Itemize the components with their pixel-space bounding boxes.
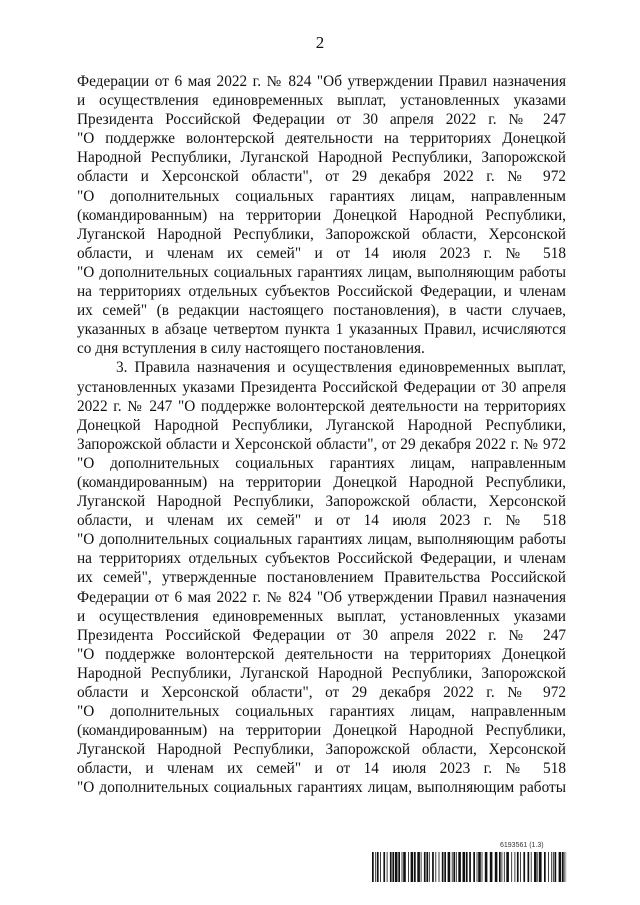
text-line: Президента Российской Федерации от 30 апреля 2022 г. № 247	[77, 111, 566, 129]
barcode-bar	[502, 852, 503, 882]
barcode-bar	[429, 852, 430, 882]
barcode-bar	[439, 852, 440, 882]
barcode-bar	[495, 852, 498, 882]
barcode-bar	[515, 852, 516, 882]
text-line: области, и членам их семей" и от 14 июля 2023 г. № 518	[77, 760, 566, 778]
text-line: области и Херсонской области", от 29 декабря 2022 г. № 972	[77, 684, 566, 701]
barcode-bar	[383, 852, 385, 882]
text-line: на территориях отдельных субъектов Российской Федерации, и членам	[77, 550, 566, 568]
text-line: "О поддержке волонтерской деятельности на территориях Донецкой	[77, 645, 566, 663]
text-line: Народной Республики, Луганской Народной Республики, Запорожской	[77, 149, 566, 167]
text-line: 3. Правила назначения и осуществления единовременных выплат,	[116, 359, 566, 377]
text-line: Донецкой Народной Республики, Луганской Народной Республики,	[77, 416, 566, 434]
text-line: "О дополнительных социальных гарантиях лицам, выполняющим работы	[77, 263, 566, 281]
barcode-bar	[448, 852, 451, 882]
barcode-bar	[551, 852, 552, 882]
barcode-bar	[380, 852, 381, 882]
text-line: Луганской Народной Республики, Запорожской области, Херсонской	[77, 493, 566, 511]
barcode-bar	[453, 852, 455, 882]
barcode-bar	[559, 852, 562, 882]
barcode-bar	[432, 852, 434, 882]
barcode-bar	[403, 852, 406, 882]
barcode-bar	[485, 852, 488, 882]
barcode-bar	[377, 852, 379, 882]
barcode-bar	[520, 852, 521, 882]
text-line: установленных указами Президента Российской Федерации от 30 апреля	[77, 378, 566, 396]
barcode-bar	[523, 852, 525, 882]
text-line: (командированным) на территории Донецкой Народной Республики,	[77, 722, 566, 740]
text-line: их семей" (в редакции настоящего постановления), в части случаев,	[77, 302, 566, 320]
barcode-bar	[398, 852, 400, 882]
barcode-bar	[469, 852, 471, 882]
text-line: Федерации от 6 мая 2022 г. № 824 "Об утверждении Правил назначения	[77, 73, 566, 90]
barcode-bar	[539, 852, 542, 882]
text-line: Луганской Народной Республики, Запорожской области, Херсонской	[77, 741, 566, 759]
barcode-bar	[534, 852, 537, 882]
paragraph	[77, 72, 566, 358]
barcode-bar	[565, 852, 566, 882]
text-line: "О поддержке волонтерской деятельности на территориях Донецкой	[77, 130, 566, 148]
text-line: Народной Республики, Луганской Народной Республики, Запорожской	[77, 664, 566, 682]
barcode-bar	[517, 852, 519, 882]
barcode-bar	[553, 852, 554, 882]
barcode-bar	[426, 852, 428, 882]
text-line: Федерации от 6 мая 2022 г. № 824 "Об утверждении Правил назначения	[77, 588, 566, 606]
text-line: со дня вступления в силу настоящего постановления.	[77, 340, 425, 358]
barcode-bar	[408, 852, 409, 882]
barcode-bar	[473, 852, 475, 882]
barcode-bar	[395, 852, 398, 882]
text-line: и осуществления единовременных выплат, установленных указами	[77, 607, 566, 625]
text-line: "О дополнительных социальных гарантиях лицам, направленным	[77, 703, 566, 721]
barcode	[372, 852, 567, 882]
barcode-bar	[458, 852, 461, 882]
barcode-bar	[442, 852, 444, 882]
barcode-bar	[477, 852, 478, 882]
barcode-bar	[424, 852, 426, 882]
barcode-bar	[466, 852, 468, 882]
barcode-bar	[375, 852, 376, 882]
text-line: Луганской Народной Республики, Запорожской области, Херсонской	[77, 225, 566, 243]
document-code: 6193561 (1.3)	[500, 842, 544, 849]
text-line: "О дополнительных социальных гарантиях лицам, направленным	[77, 454, 566, 472]
text-line: и осуществления единовременных выплат, установленных указами	[77, 92, 566, 110]
barcode-bar	[544, 852, 546, 882]
barcode-bar	[452, 852, 453, 882]
barcode-bar	[456, 852, 457, 882]
text-line: их семей", утвержденные постановлением Правительства Российской	[77, 569, 566, 587]
barcode-bar	[504, 852, 505, 882]
barcode-bar	[435, 852, 436, 882]
barcode-bar	[490, 852, 493, 882]
document-body	[77, 72, 566, 798]
text-line: Запорожской области и Херсонской области", от 29 декабря 2022 г. № 972	[77, 435, 566, 453]
barcode-bar	[531, 852, 532, 882]
barcode-bar	[478, 852, 481, 882]
text-line: (командированным) на территории Донецкой Народной Республики,	[77, 206, 566, 224]
barcode-bar	[417, 852, 420, 882]
barcode-bar	[506, 852, 509, 882]
barcode-bar	[372, 852, 374, 882]
text-line: области, и членам их семей" и от 14 июля 2023 г. № 518	[77, 244, 566, 262]
text-line: "О дополнительных социальных гарантиях лицам, выполняющим работы	[77, 531, 566, 549]
text-line: 2022 г. № 247 "О поддержке волонтерской деятельности на территориях	[77, 397, 566, 415]
barcode-bar	[555, 852, 557, 882]
barcode-bar	[414, 852, 416, 882]
barcode-bar	[402, 852, 403, 882]
barcode-bar	[387, 852, 388, 882]
text-line: "О дополнительных социальных гарантиях лицам, выполняющим работы	[77, 779, 566, 797]
text-line: указанных в абзаце четвертом пункта 1 указанных Правил, исчисляются	[77, 321, 566, 339]
text-line: на территориях отдельных субъектов Российской Федерации, и членам	[77, 283, 566, 301]
barcode-bar	[548, 852, 549, 882]
barcode-bar	[463, 852, 466, 882]
barcode-bar	[392, 852, 394, 882]
barcode-bar	[528, 852, 530, 882]
text-line: Президента Российской Федерации от 30 апреля 2022 г. № 247	[77, 626, 566, 644]
barcode-bar	[390, 852, 392, 882]
barcode-bar	[421, 852, 422, 882]
barcode-bar	[537, 852, 538, 882]
barcode-bar	[511, 852, 512, 882]
barcode-bar	[562, 852, 564, 882]
text-line: области, и членам их семей" и от 14 июля 2023 г. № 518	[77, 512, 566, 530]
barcode-bar	[482, 852, 483, 882]
barcode-bar	[499, 852, 501, 882]
page-number: 2	[315, 33, 325, 52]
barcode-bar	[444, 852, 446, 882]
paragraph	[77, 358, 566, 797]
text-line: "О дополнительных социальных гарантиях лицам, направленным	[77, 187, 566, 205]
barcode-bar	[411, 852, 414, 882]
text-line: области и Херсонской области", от 29 декабря 2022 г. № 972	[77, 168, 566, 186]
text-line: (командированным) на территории Донецкой Народной Республики,	[77, 473, 566, 491]
